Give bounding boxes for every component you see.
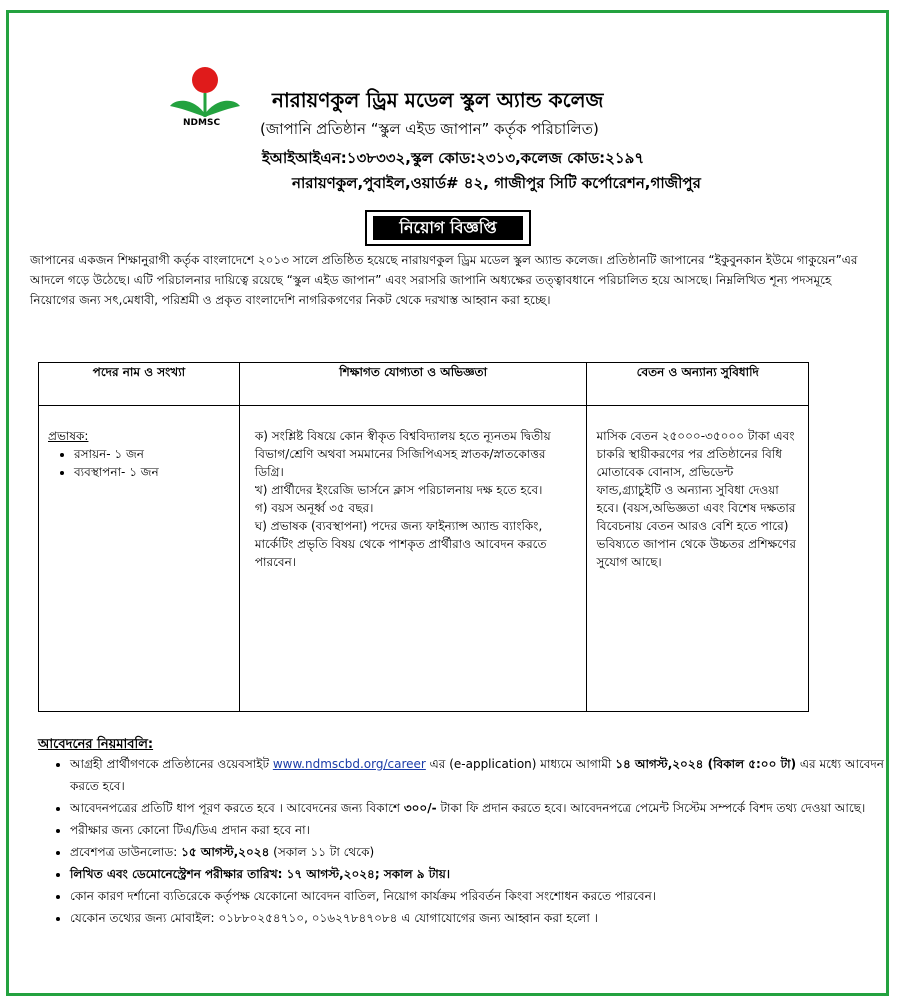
table-header-row [39, 363, 809, 406]
logo-right-leaf [205, 101, 240, 117]
rule-item: • লিখিত এবং ডেমোনেস্ট্রেশন পরীক্ষার তারিখ: ১৭ আগস্ট,২০২৪; সকাল ৯ টায়। [70, 863, 900, 885]
qualification-item: ঘ) প্রভাষক (ব্যবস্থাপনা) পদের জন্য ফাইন্যান্স অ্যান্ড ব্যাংকিং, মার্কেটিং প্রভৃতি বিষয় থেকে পাশকৃত প্রার্থীরাও আবেদন করতে পারবেন। [254, 519, 547, 569]
header-salary: বেতন ও অন্যান্য সুবিধাদি [587, 363, 809, 406]
logo-left-leaf [170, 101, 205, 117]
school-logo [166, 62, 244, 142]
logo-text: NDMSC [183, 118, 221, 128]
rule-item: • পরীক্ষার জন্য কোনো টিএ/ডিএ প্রদান করা হবে না। [70, 819, 900, 841]
rule-item: • আগ্রহী প্রার্থীগণকে প্রতিষ্ঠানের ওয়েবসাইট www.ndmscbd.org/career এর (e-application) মাধ্যমে আগামী ১৪ আগস্ট,২০২৪ (বিকাল ৫:০০ টা) এর মধ্যে আবেদন করতে হবে। [70, 753, 900, 797]
career-link[interactable]: www.ndmscbd.org/career [272, 757, 426, 771]
table-row [39, 406, 809, 712]
qualification-item: খ) প্রার্থীদের ইংরেজি ভার্সনে ক্লাস পরিচালনায় দক্ষ হতে হবে। [254, 483, 543, 497]
rule-item: • যেকোন তথ্যের জন্য মোবাইল: ০১৮৮০২৫৪৭১০, ০১৬২৭৮৪৭০৮৪ এ যোগাযোগের জন্য আহ্বান করা হলো । [70, 907, 900, 929]
qualification-item: গ) বয়স অনূর্ধ্ব ৩৫ বছর। [254, 501, 374, 515]
notice-title: নিয়োগ বিজ্ঞপ্তি [373, 216, 523, 240]
position-item: • ব্যবস্থাপনা- ১ জন [74, 463, 230, 481]
position-item: • রসায়ন- ১ জন [74, 445, 230, 463]
position-title: প্রভাষক: [48, 429, 89, 443]
logo-sun [192, 67, 218, 93]
rules-list [30, 753, 900, 929]
rule-item: • কোন কারণ দর্শানো ব্যতিরেকে কর্তৃপক্ষ যেকোনো আবেদন বাতিল, নিয়োগ কার্যক্রম পরিবর্তন কিংবা সংশোধন করতে পারবেন। [70, 885, 900, 907]
rule-item: • প্রবেশপত্র ডাউনলোড: ১৫ আগস্ট,২০২৪ (সকাল ১১ টা থেকে) [70, 841, 900, 863]
school-codes: ইআইআইএন:১৩৮৩৩২,স্কুল কোড:২৩১৩,কলেজ কোড:২১৯৭ [262, 149, 645, 167]
rule-item: • আবেদনপত্রের প্রতিটি ধাপ পূরণ করতে হবে । আবেদনের জন্য বিকাশে ৩০০/- টাকা ফি প্রদান করতে হবে। আবেদনপত্রে পেমেন্ট সিস্টেম সম্পর্কে বিশদ তথ্য দেওয়া আছে। [70, 797, 900, 819]
positions-cell [39, 406, 240, 712]
school-name: নারায়ণকুল ড্রিম মডেল স্কুল অ্যান্ড কলেজ [272, 88, 604, 112]
notice-title-box [365, 210, 531, 246]
school-subtitle: (জাপানি প্রতিষ্ঠান “স্কুল এইড জাপান” কর্তৃক পরিচালিত) [260, 120, 599, 138]
intro-paragraph: জাপানের একজন শিক্ষানুরাগী কর্তৃক বাংলাদেশে ২০১৩ সালে প্রতিষ্ঠিত হয়েছে নারায়ণকুল ড্রিম মডেল স্কুল অ্যান্ড কলেজ। প্রতিষ্ঠানটি জাপানের “ইকুবুনকান ইউমে গাকুয়েন”এর আদলে গড়ে উঠেছে। এটি পরিচালনার দায়িত্বে রয়েছে “স্কুল এইড জাপান” এবং সরাসরি জাপানি অধ্যক্ষের তত্ত্বাবধানে পরিচালিত হয়ে আসছে। নিম্নলিখিত শূন্য পদসমূহে নিয়োগের জন্য সৎ,মেধাবী, পরিশ্রমী ও প্রকৃত বাংলাদেশি নাগরিকগণের নিকট থেকে দরখাস্ত আহ্বান করা হচ্ছে। [30, 253, 858, 307]
qualification-cell [239, 406, 587, 712]
header-position: পদের নাম ও সংখ্যা [39, 363, 240, 406]
header-qualification: শিক্ষাগত যোগ্যতা ও অভিজ্ঞতা [239, 363, 587, 406]
job-table [38, 362, 809, 712]
rules-heading: আবেদনের নিয়মাবলি: [38, 737, 154, 752]
qualification-item: ক) সংশ্লিষ্ট বিষয়ে কোন স্বীকৃত বিশ্ববিদ্যালয় হতে ন্যূনতম দ্বিতীয় বিভাগ/শ্রেণি অথবা সমমানের সিজিপিএসহ স্নাতক/স্নাতকোত্তর ডিগ্রি। [254, 429, 551, 479]
school-address: নারায়ণকুল,পুবাইল,ওয়ার্ড# ৪২, গাজীপুর সিটি কর্পোরেশন,গাজীপুর [292, 174, 701, 192]
salary-cell [587, 406, 809, 712]
salary-text: মাসিক বেতন ২৫০০০-৩৫০০০ টাকা এবং চাকরি স্থায়ীকরণের পর প্রতিষ্ঠানের বিধি মোতাবেক বোনাস, প্রভিডেন্ট ফান্ড,গ্র্যাচুইটি ও অন্যান্য সুবিধা দেওয়া হবে। (বয়স,অভিজ্ঞতা এবং বিশেষ দক্ষতার বিবেচনায় বেতন আরও বেশি হতে পারে) ভবিষ্যতে জাপান থেকে উচ্চতর প্রশিক্ষণের সুযোগ আছে। [596, 429, 797, 569]
